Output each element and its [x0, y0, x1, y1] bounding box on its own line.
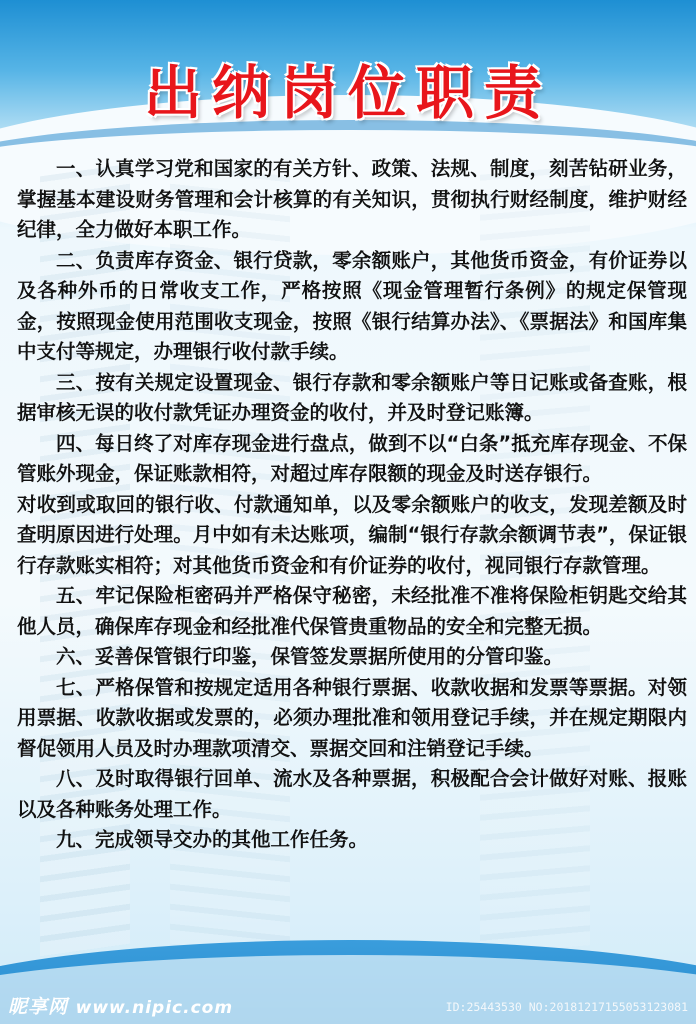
watermark-id: ID:25443530 NO:20181217155053123081 [445, 1000, 688, 1014]
duty-paragraph: 八、及时取得银行回单、流水及各种票据，积极配合会计做好对账、报账以及各种账务处理工作。 [17, 767, 687, 821]
duty-paragraph: 六、妥善保管银行印鉴，保管签发票据所使用的分管印鉴。 [56, 645, 564, 668]
duty-paragraph: 九、完成领导交办的其他工作任务。 [56, 828, 369, 851]
duty-paragraph: 二、负责库存资金、银行贷款，零余额账户，其他货币资金，有价证券以及各种外币的日常收支工作，严格按照《现金管理暂行条例》的规定保管现金，按照现金使用范围收支现金，按照《银行结算办法》、《票据法》和国库集中支付等规定，办理银行收付款手续。 [17, 248, 687, 363]
page-title: 出纳岗位职责 [143, 59, 552, 127]
duty-paragraph: 四、每日终了对库存现金进行盘点，做到不以“白条”抵充库存现金、不保管账外现金，保证账款相符，对超过库存限额的现金及时送存银行。 [17, 431, 687, 485]
watermark-logo-text: 昵享网 [8, 996, 69, 1018]
duty-paragraph: 五、牢记保险柜密码并严格保守秘密，未经批准不准将保险柜钥匙交给其他人员，确保库存现金和经批准代保管贵重物品的安全和完整无损。 [17, 584, 687, 638]
watermark-logo [8, 992, 233, 1019]
duty-paragraph: 一、认真学习党和国家的有关方针、政策、法规、制度，刻苦钻研业务，掌握基本建设财务管理和会计核算的有关知识，贯彻执行财经制度，维护财经纪律，全力做好本职工作。 [17, 157, 687, 241]
duty-paragraph: 七、严格保管和按规定适用各种银行票据、收款收据和发票等票据。对领用票据、收款收据或发票的，必须办理批准和领用登记手续，并在规定期限内督促领用人员及时办理款项清交、票据交回和注销登记手续。 [17, 675, 687, 760]
watermark-url: www.nipic.com [75, 998, 234, 1018]
duty-paragraph: 对收到或取回的银行收、付款通知单，以及零余额账户的收支，发现差额及时查明原因进行处理。月中如有未达账项，编制“银行存款余额调节表”，保证银行存款账实相符；对其他货币资金和有价证券的收付，视同银行存款管理。 [17, 492, 687, 577]
duty-paragraph: 三、按有关规定设置现金、银行存款和零余额账户等日记账或备查账，根据审核无误的收付款凭证办理资金的收付，并及时登记账簿。 [17, 370, 687, 424]
duties-text [17, 154, 687, 856]
